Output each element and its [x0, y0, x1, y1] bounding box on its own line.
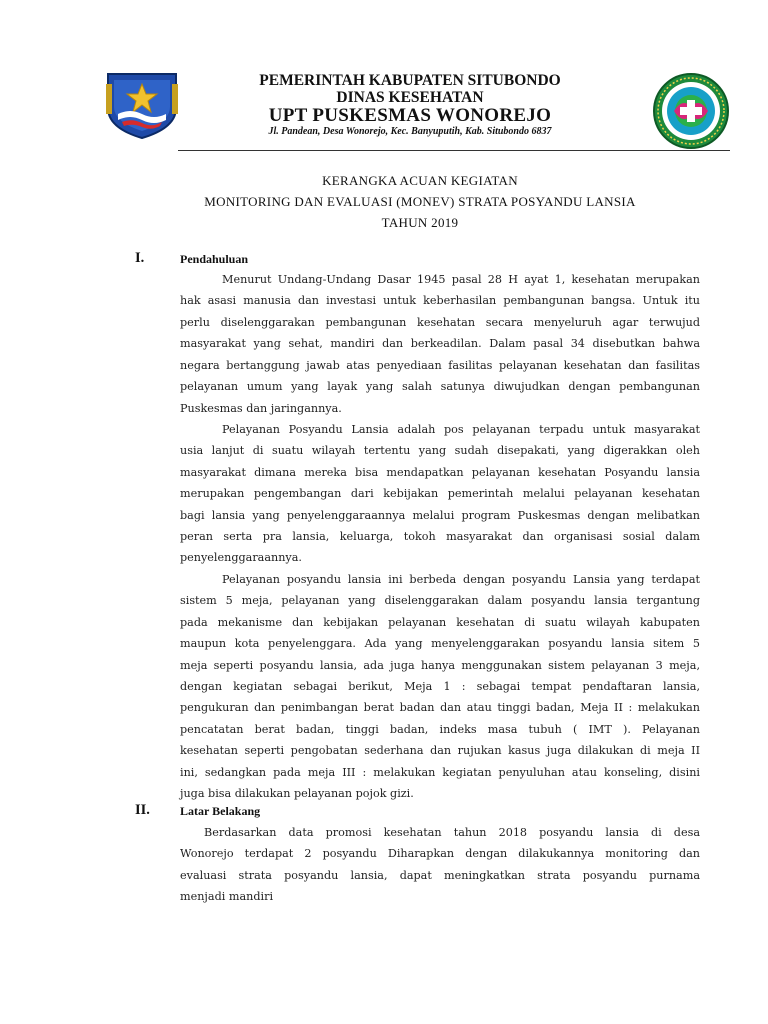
paragraph-line: pencatatan berat badan, tinggi badan, indeks masa tubuh ( IMT ). Pelayanan — [180, 723, 700, 736]
paragraph-line: bagi lansia yang penyelenggaraannya melalui program Puskesmas dengan melibatkan — [180, 509, 700, 522]
paragraph-line: Menurut Undang-Undang Dasar 1945 pasal 28 H ayat 1, kesehatan merupakan — [222, 273, 700, 286]
section-title: Latar Belakang — [180, 804, 261, 818]
document-title-line-2: MONITORING DAN EVALUASI (MONEV) STRATA POSYANDU LANSIA — [204, 194, 636, 209]
paragraph-line: Wonorejo terdapat 2 posyandu Diharapkan dengan dilakukannya monitoring dan — [180, 847, 700, 860]
document-title-line-1: KERANGKA ACUAN KEGIATAN — [322, 173, 518, 188]
paragraph-line: pada mekanisme dan kebijakan pelayanan kesehatan di suatu wilayah kabupaten — [180, 616, 700, 629]
paragraph-line: Pelayanan Posyandu Lansia adalah pos pelayanan terpadu untuk masyarakat — [222, 423, 700, 436]
paragraph-line: Puskesmas dan jaringannya. — [180, 402, 342, 415]
paragraph-line: ini, sedangkan pada meja III : melakukan kegiatan penyuluhan atau konseling, disini — [180, 766, 700, 779]
section-title: Pendahuluan — [180, 252, 249, 266]
paragraph-line: dengan kegiatan sebagai berikut, Meja 1 : sebagai tempat pendaftaran lansia, — [180, 680, 700, 693]
paragraph-line: sistem 5 meja, pelayanan yang diselenggarakan dalam posyandu lansia tergantung — [180, 594, 700, 607]
paragraph-line: perlu diselenggarakan pembangunan kesehatan secara menyeluruh agar terwujud — [180, 316, 700, 329]
paragraph-line: evaluasi strata posyandu lansia, dapat meningkatkan strata posyandu purnama — [180, 869, 700, 882]
section-number: I. — [135, 250, 145, 266]
paragraph-line: maupun kota penyelenggara. Ada yang menyelenggarakan posyandu lansia sitem 5 — [180, 637, 700, 650]
section-number: II. — [135, 802, 150, 818]
letterhead-department: DINAS KESEHATAN — [336, 89, 484, 106]
letterhead-divider — [178, 150, 730, 151]
letterhead-address: Jl. Pandean, Desa Wonorejo, Kec. Banyuputih, Kab. Situbondo 6837 — [268, 126, 552, 137]
paragraph-line: juga bisa dilakukan pelayanan pojok gizi. — [180, 787, 414, 800]
paragraph-line: masyarakat dimana mereka bisa mendapatkan pelayanan kesehatan Posyandu lansia — [180, 466, 700, 479]
paragraph-line: kesehatan seperti pengobatan sederhana dan rujukan kasus juga dilakukan di meja II — [180, 744, 700, 757]
paragraph-line: negara bertanggung jawab atas penyediaan fasilitas pelayanan kesehatan dan fasilitas — [180, 359, 700, 372]
puskesmas-emblem-icon — [652, 72, 730, 150]
document-title-line-3: TAHUN 2019 — [381, 215, 459, 230]
paragraph-line: penyelenggaraannya. — [180, 551, 302, 564]
paragraph-line: Berdasarkan data promosi kesehatan tahun 2018 posyandu lansia di desa — [204, 826, 700, 839]
paragraph-line: peran serta pra lansia, keluarga, tokoh masyarakat dan organisasi sosial dalam — [180, 530, 700, 543]
paragraph-line: pengukuran dan penimbangan berat badan dan atau tinggi badan, Meja II : melakukan — [180, 701, 700, 714]
letterhead-institution: UPT PUSKESMAS WONOREJO — [268, 105, 552, 126]
paragraph-line: masyarakat yang sehat, mandiri dan berkeadilan. Dalam pasal 34 disebutkan bahwa — [180, 337, 700, 350]
letterhead-government: PEMERINTAH KABUPATEN SITUBONDO — [259, 72, 561, 89]
paragraph-line: meja seperti posyandu lansia, ada juga hanya menggunakan sistem pelayanan 3 meja, — [180, 659, 700, 672]
paragraph-line: menjadi mandiri — [180, 890, 274, 903]
situbondo-regency-crest-icon — [104, 70, 180, 140]
paragraph-line: hak asasi manusia dan investasi untuk keberhasilan pembangunan bangsa. Untuk itu — [180, 294, 700, 307]
paragraph-line: merupakan pengembangan dari kebijakan pemerintah melalui pelayanan kesehatan — [180, 487, 700, 500]
paragraph-line: pelayanan umum yang layak yang salah satunya diwujudkan dengan pembangunan — [180, 380, 700, 393]
paragraph-line: usia lanjut di suatu wilayah tertentu yang sudah disepakati, yang digerakkan oleh — [180, 444, 700, 457]
paragraph-line: Pelayanan posyandu lansia ini berbeda dengan posyandu Lansia yang terdapat — [222, 573, 700, 586]
